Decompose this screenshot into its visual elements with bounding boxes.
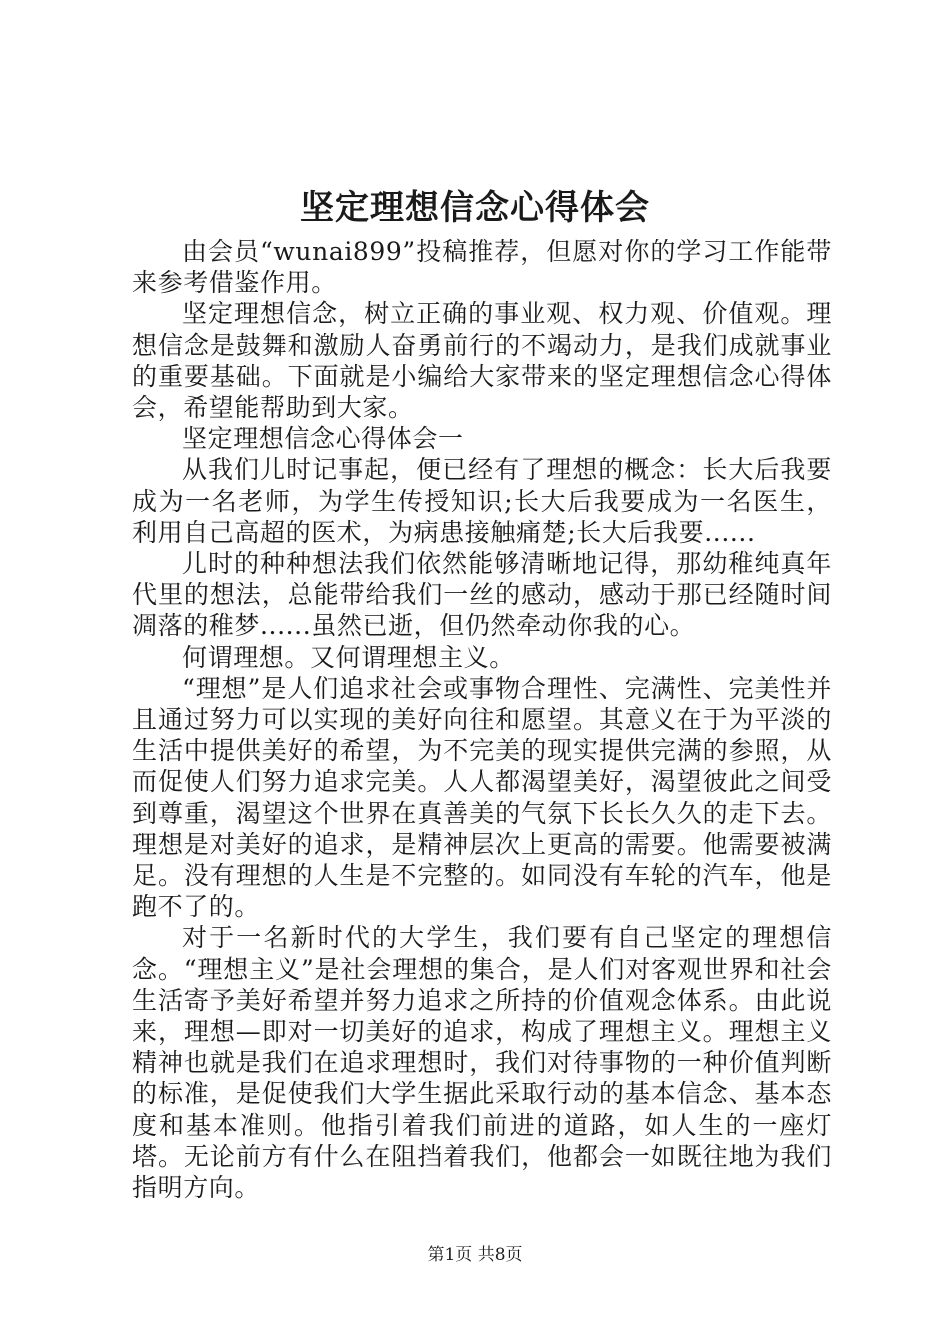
document-body (132, 236, 832, 1203)
paragraph-intro: 坚定理想信念，树立正确的事业观、权力观、价值观。理想信念是鼓舞和激励人奋勇前行的不竭动力，是我们成就事业的重要基础。下面就是小编给大家带来的坚定理想信念心得体会，希望能帮助到大家。 (132, 299, 832, 423)
paragraph: 从我们儿时记事起，便已经有了理想的概念：长大后我要成为一名老师，为学生传授知识;长大后我要成为一名医生，利用自己高超的医术，为病患接触痛楚;长大后我要...... (132, 455, 832, 547)
document-title: 坚定理想信念心得体会 (300, 188, 650, 228)
paragraph: 对于一名新时代的大学生，我们要有自己坚定的理想信念。“理想主义”是社会理想的集合，是人们对客观世界和社会生活寄予美好希望并努力追求之所持的价值观念体系。由此说来，理想—即对一切美好的追求，构成了理想主义。理想主义精神也就是我们在追求理想时，我们对待事物的一种价值判断的标准，是促使我们大学生据此采取行动的基本信念、基本态度和基本准则。他指引着我们前进的道路，如人生的一座灯塔。无论前方有什么在阻挡着我们，他都会一如既往地为我们指明方向。 (132, 923, 832, 1203)
paragraph-submission-note: 由会员“wunai899”投稿推荐，但愿对你的学习工作能带来参考借鉴作用。 (132, 237, 832, 298)
paragraph: “理想”是人们追求社会或事物合理性、完满性、完美性并且通过努力可以实现的美好向往和愿望。其意义在于为平淡的生活中提供美好的希望，为不完美的现实提供完满的参照，从而促使人们努力追求完美。人人都渴望美好，渴望彼此之间受到尊重，渴望这个世界在真善美的气氛下长长久久的走下去。理想是对美好的追求，是精神层次上更高的需要。他需要被满足。没有理想的人生是不完整的。如同没有车轮的汽车，他是跑不了的。 (132, 673, 832, 922)
paragraph: 儿时的种种想法我们依然能够清晰地记得，那幼稚纯真年代里的想法，总能带给我们一丝的感动，感动于那已经随时间凋落的稚梦......虽然已逝，但仍然牵动你我的心。 (132, 549, 832, 641)
page-number-footer: 第1页 共8页 (427, 1245, 523, 1265)
paragraph: 何谓理想。又何谓理想主义。 (182, 642, 515, 672)
section-heading: 坚定理想信念心得体会一 (182, 424, 464, 454)
